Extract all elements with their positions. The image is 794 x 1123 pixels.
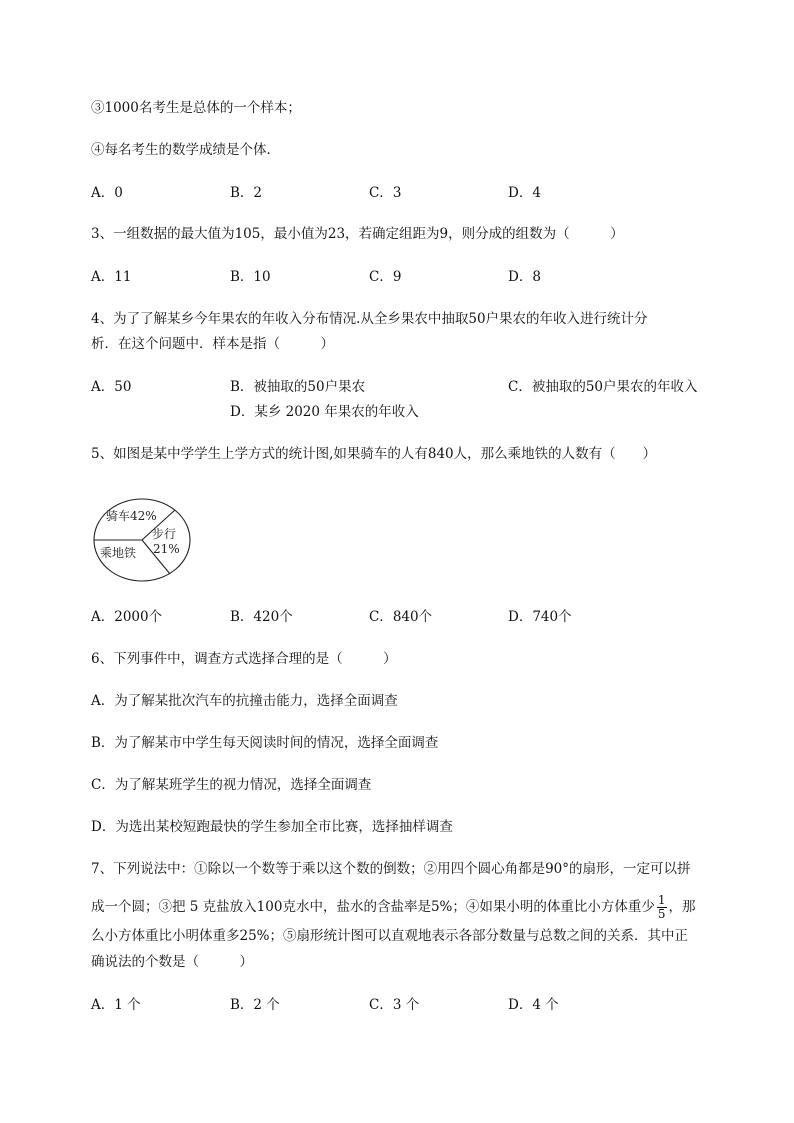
q4-option-d: D．某乡 2020 年果农的年收入 bbox=[230, 404, 419, 420]
q7-option-b: B．2 个 bbox=[230, 997, 280, 1013]
q3-option-c: C．9 bbox=[369, 269, 402, 285]
q4-option-a: A．50 bbox=[91, 379, 132, 395]
q4-option-c: C．被抽取的50户果农的年收入 bbox=[508, 379, 698, 395]
q7-option-d: D．4 个 bbox=[508, 997, 559, 1013]
q6-text: 6、下列事件中，调查方式选择合理的是（ ） bbox=[91, 651, 397, 667]
q5-option-c: C．840个 bbox=[369, 609, 433, 625]
pie-label-subway: 乘地铁 bbox=[100, 546, 137, 560]
q4-text-line1: 4、为了了解某乡今年果农的年收入分布情况.从全乡果农中抽取50户果农的年收入进行统计分 bbox=[91, 311, 648, 327]
q7-text-line2-start: 成一个圆；③把 5 克盐放入100克水中，盐水的含盐率是5%；④如果小明的体重比小方体重少 bbox=[91, 899, 655, 915]
q3-option-b: B．10 bbox=[230, 269, 271, 285]
pie-label-bike: 骑车42% bbox=[106, 509, 157, 523]
q6-option-a: A．为了解某批次汽车的抗撞击能力，选择全面调查 bbox=[91, 693, 398, 709]
q7-text-line1: 7、下列说法中：①除以一个数等于乘以这个数的倒数；②用四个圆心角都是90°的扇形，一定可以拼 bbox=[91, 861, 691, 877]
q2-option-a: A．0 bbox=[91, 185, 123, 201]
pie-label-walk: 步行 bbox=[152, 527, 177, 541]
pie-label-walk-percent: 21% bbox=[153, 542, 180, 556]
q7-option-a: A．1 个 bbox=[91, 997, 141, 1013]
q5-option-b: B．420个 bbox=[230, 609, 293, 625]
q2-option-b: B．2 bbox=[230, 185, 263, 201]
q3-option-d: D．8 bbox=[508, 269, 541, 285]
q2-option-d: D．4 bbox=[508, 185, 541, 201]
commute-pie-chart bbox=[92, 495, 192, 585]
fraction-numerator: 1 bbox=[657, 893, 666, 907]
q3-option-a: A．11 bbox=[91, 269, 132, 285]
q7-text-line3: 么小方体重比小明体重多25%；⑤扇形统计图可以直观地表示各部分数量与总数之间的关系．其中正 bbox=[91, 928, 689, 944]
q6-option-c: C．为了解某班学生的视力情况，选择全面调查 bbox=[91, 777, 372, 793]
q7-text-line4: 确说法的个数是（ ） bbox=[91, 954, 253, 970]
q5-text: 5、如图是某中学学生上学方式的统计图,如果骑车的人有840人，那么乘地铁的人数有（ ） bbox=[91, 446, 657, 462]
statement-4: ④每名考生的数学成绩是个体． bbox=[91, 142, 280, 158]
q4-text-line2: 析．在这个问题中．样本是指（ ） bbox=[91, 336, 334, 352]
q3-text: 3、一组数据的最大值为105，最小值为23，若确定组距为9，则分成的组数为（ ） bbox=[91, 226, 624, 242]
statement-3: ③1000名考生是总体的一个样本； bbox=[91, 100, 301, 116]
q4-option-b: B．被抽取的50户果农 bbox=[230, 379, 366, 395]
q5-option-a: A．2000个 bbox=[91, 609, 163, 625]
q2-option-c: C．3 bbox=[369, 185, 402, 201]
q7-text-line2-end: ，那 bbox=[668, 899, 696, 915]
q7-text-line2 bbox=[91, 892, 696, 922]
q5-option-d: D．740个 bbox=[508, 609, 572, 625]
q6-option-b: B．为了解某市中学生每天阅读时间的情况，选择全面调查 bbox=[91, 735, 439, 751]
fraction-one-fifth bbox=[657, 894, 667, 921]
q6-option-d: D．为选出某校短跑最快的学生参加全市比赛，选择抽样调查 bbox=[91, 819, 453, 835]
q7-option-c: C．3 个 bbox=[369, 997, 420, 1013]
fraction-denominator: 5 bbox=[657, 907, 666, 921]
